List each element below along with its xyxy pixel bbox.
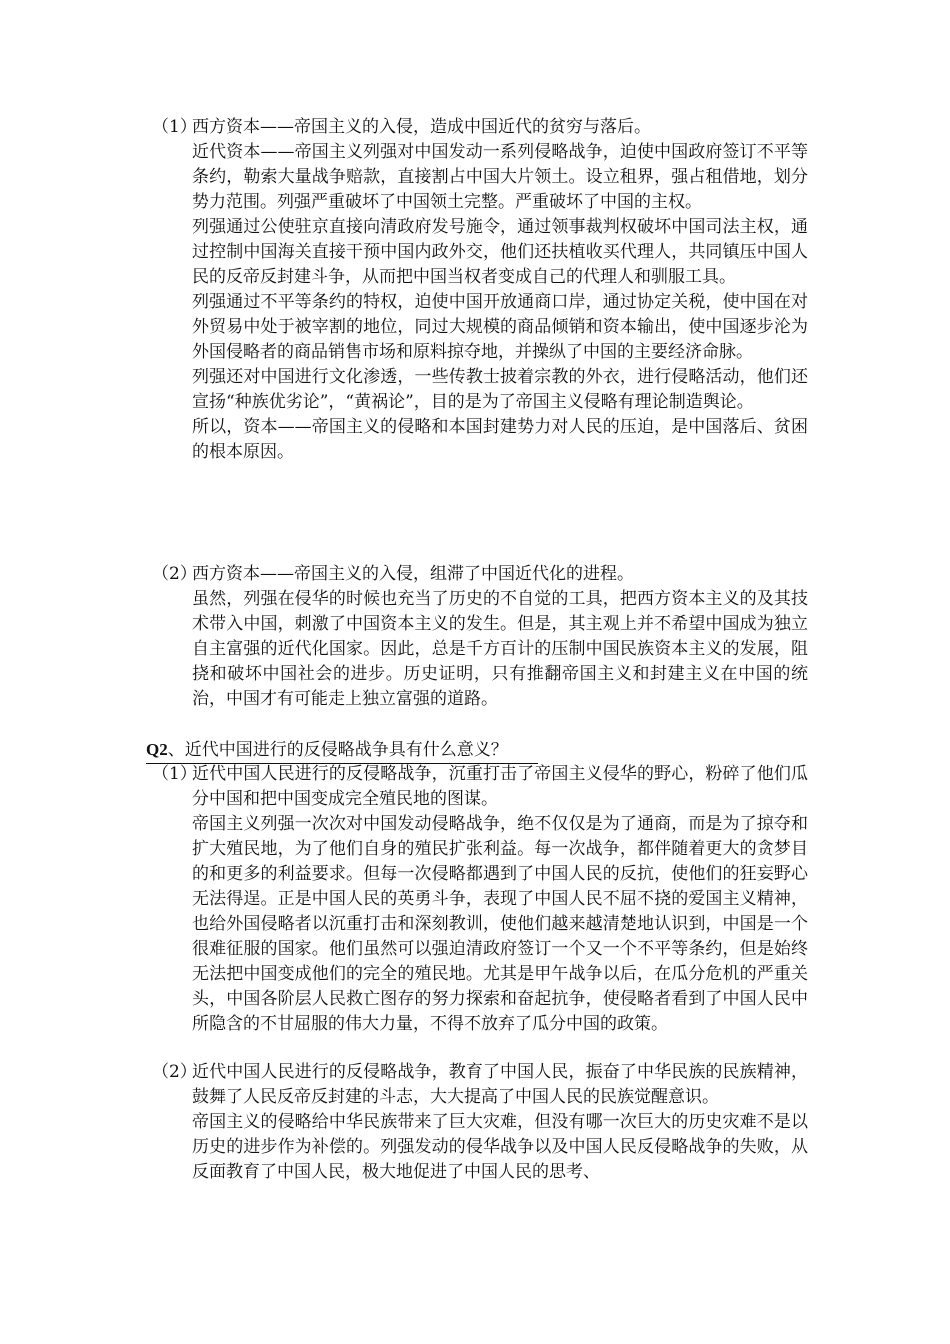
paragraph: 近代资本——帝国主义列强对中国发动一系列侵略战争，迫使中国政府签订不平等条约，勒索大量战争赔款，直接割占中国大片领土。设立租界，强占租借地，划分势力范围。列强严重破坏了中国领土完整。严重破坏了中国的主权。 — [192, 142, 808, 212]
paragraph: 列强还对中国进行文化渗透，一些传教士披着宗教的外衣，进行侵略活动，他们还宣扬“种族优劣论”，“黄祸论”，目的是为了帝国主义侵略有理论制造舆论。 — [192, 367, 808, 412]
item-number: （1） — [152, 764, 197, 784]
paragraph: 帝国主义列强一次次对中国发动侵略战争，绝不仅仅是为了通商，而是为了掠夺和扩大殖民地，为了他们自身的殖民扩张利益。每一次战争，都伴随着更大的贪梦目的和更多的利益要求。但每一次侵略都遇到了中国人民的反抗，使他们的狂妄野心无法得逞。正是中国人民的英勇斗争，表现了中国人民不屈不挠的爱国主义精神，也给外国侵略者以沉重打击和深刻教训，使他们越来越清楚地认识到，中国是一个很难征服的国家。他们虽然可以强迫清政府签订一个又一个不平等条约，但是始终无法把中国变成他们的完全的殖民地。尤其是甲午战争以后，在瓜分危机的严重关头，中国各阶层人民救亡图存的努力探索和奋起抗争，使侵略者看到了中国人民中所隐含的不甘屈服的伟大力量，不得不放弃了瓜分中国的政策。 — [192, 814, 808, 1034]
paragraph: 西方资本——帝国主义的入侵，组滞了中国近代化的进程。 — [192, 564, 634, 584]
paragraph: 列强通过公使驻京直接向清政府发号施令，通过领事裁判权破坏中国司法主权，通过控制中国海关直接干预中国内政外交，他们还扶植收买代理人，共同镇压中国人民的反帝反封建斗争，从而把中国当权者变成自己的代理人和驯服工具。 — [192, 217, 808, 287]
paragraph: 近代中国人民进行的反侵略战争，教育了中国人民，振奋了中华民族的民族精神，鼓舞了人民反帝反封建的斗志，大大提高了中国人民的民族觉醒意识。 — [192, 1062, 808, 1107]
paragraph: 西方资本——帝国主义的入侵，造成中国近代的贫穷与落后。 — [192, 117, 651, 137]
item-number: （2） — [152, 1062, 197, 1082]
question-number: Q2 — [146, 740, 168, 759]
answer-item-2 — [152, 562, 808, 712]
paragraph: 近代中国人民进行的反侵略战争，沉重打击了帝国主义侵华的野心，粉碎了他们瓜分中国和把中国变成完全殖民地的图谋。 — [192, 764, 808, 809]
question-heading — [146, 737, 538, 764]
answer-item-2 — [152, 1060, 808, 1185]
item-number: （2） — [152, 564, 197, 584]
paragraph: 列强通过不平等条约的特权，迫使中国开放通商口岸，通过协定关税，使中国在对外贸易中处于被宰割的地位，同过大规模的商品倾销和资本输出，使中国逐步沦为外国侵略者的商品销售市场和原料掠夺地，并操纵了中国的主要经济命脉。 — [192, 292, 808, 362]
question-text: 、近代中国进行的反侵略战争具有什么意义？ — [167, 740, 508, 760]
answer-item-1 — [152, 762, 808, 1037]
paragraph: 帝国主义的侵略给中华民族带来了巨大灾难，但没有哪一次巨大的历史灾难不是以历史的进步作为补偿的。列强发动的侵华战争以及中国人民反侵略战争的失败，从反面教育了中国人民，极大地促进了中国人民的思考、 — [192, 1112, 808, 1182]
paragraph: 虽然，列强在侵华的时候也充当了历史的不自觉的工具，把西方资本主义的及其技术带入中国，刺激了中国资本主义的发生。但是，其主观上并不希望中国成为独立自主富强的近代化国家。因此，总是千方百计的压制中国民族资本主义的发展，阻挠和破坏中国社会的进步。历史证明，只有推翻帝国主义和封建主义在中国的统治，中国才有可能走上独立富强的道路。 — [192, 589, 808, 709]
item-number: （1） — [152, 117, 197, 137]
answer-item-1 — [152, 115, 808, 465]
paragraph: 所以，资本——帝国主义的侵略和本国封建势力对人民的压迫，是中国落后、贫困的根本原因。 — [192, 417, 808, 462]
